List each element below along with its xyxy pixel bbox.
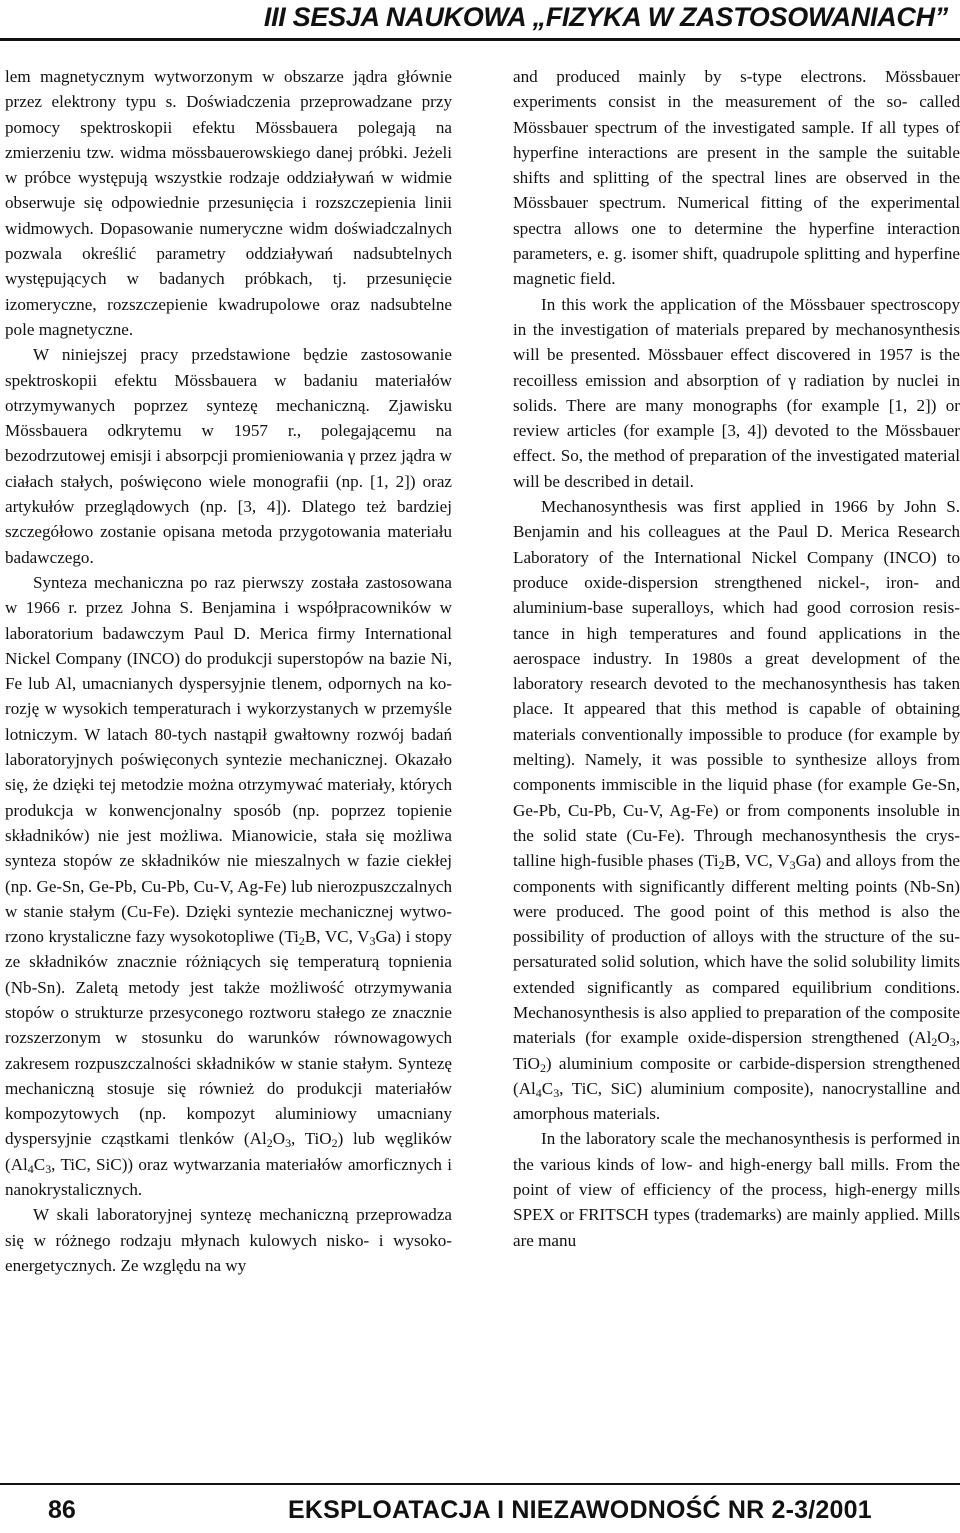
header-rule — [0, 38, 960, 41]
paragraph: Mechanosynthesis was first applied in 1966 by John S. Benjamin and his colleagues at the Paul D. Merica Research Laboratory of the International Nickel Company (INCO) to produce oxide-dispersion strengthened nickel-, iron- and aluminium-base superalloys, which had good corrosion resistance in high temperatures and found applications in the aerospace industry. In 1980s a great development of the laboratory research devoted to the mechanosynthesis has taken place. It appeared that this method is capable of obtaining materials conventionally impossible to produce (for example by melting). Namely, it was possible to synthesize alloys from components immiscible in the liquid phase (for example Ge-Sn, Ge-Pb, Cu-Pb, Cu-V, Ag-Fe) or from components insoluble in the solid state (Cu-Fe). Through mechanosynthesis the crystalline high-fusible phases ($Ti_2B$, VC, $V_3Ga$) and alloys from the components with significantly different melting points (Nb-Sn) were produced. The good point of this method is also the possibility of production of alloys with the structure of the supersaturated solid solution, which have the solid solubility limits extended significantly as compared equilibrium conditions. Mechanosynthesis is also applied to preparation of the composite materials (for example oxide-dispersion strengthened ($Al_2O_3$, TiO$_2$) aluminium composite or carbide-dispersion strengthened ($Al_4C_3$, TiC, SiC) aluminium composite), nanocrystalline and amorphous materials. — [513, 497, 960, 1124]
conference-title: III SESJA NAUKOWA „FIZYKA W ZASTOSOWANIACH” — [263, 2, 948, 32]
page-header — [0, 0, 960, 44]
paragraph: Synteza mechaniczna po raz pierwszy została zastosowana w 1966 r. przez Johna S. Benjamina i współpracowników w laboratorium badawczym Paul D. Merica firmy International Nickel Company (INCO) do produkcji superstopów na bazie Ni, Fe lub Al, umacnianych dyspersyjnie tlenem, odpornych na korozję w wysokich temperaturach i wykorzystanych w przemyśle lotniczym. W latach 80-tych nastąpił gwałtowny rozwój badań laboratoryjnych poświęconych syntezie mechanicznej. Okazało się, że dzięki tej metodzie można otrzymywać materiały, których produkcja w konwencjonalny sposób (np. poprzez topienie składników) nie jest możliwa. Mianowicie, stała się możliwa synteza stopów ze składników nie mieszalnych w fazie ciekłej (np. Ge-Sn, Ge-Pb, Cu-Pb, Cu-V, Ag-Fe) lub nierozpuszczalnych w stanie stałym (Cu-Fe). Dzięki syntezie mechanicznej wytworzono krystaliczne fazy wysokotopliwe ($Ti_2B$, VC, $V_3Ga$) i stopy ze składników znacznie różniących się temperaturą topnienia (Nb-Sn). Zaletą metody jest także możliwość otrzymywania stopów o strukturze przesyconego roztworu stałego ze znacznie rozszerzonym w stosunku do warunków równowagowych zakresem rozpuszczalności składników w stanie stałym. Syntezę mechaniczną stosuje się również do produkcji materiałów kompozytowych (np. kompozyt aluminiowy umacniany dyspersyjnie cząstkami tlenków ($Al_2O_3$, TiO$_2$) lub węglików ($Al_4C_3$, TiC, SiC)) oraz wytwarzania materiałów amorficznych i nanokrystalicznych. — [5, 572, 453, 1200]
page-footer — [0, 1488, 960, 1533]
paragraph: In the laboratory scale the mechanosynthesis is performed in the various kinds of low- and high-energy ball mills. From the point of view of efficiency of the process, high-energy mills SPEX or FRITSCH types (trademarks) are mainly applied. Mills are manu — [513, 1129, 960, 1250]
paragraph: and produced mainly by s-type electrons. Mössbauer experiments consist in the measurement of the so- called Mössbauer spectrum of the investigated sample. If all types of hyperfine interactions are present in the sample the suitable shifts and splitting of the spectral lines are observed in the Mössbauer spectrum. Numerical fitting of the experimental spectra allows one to determine the hyperfine interaction parameters, e. g. isomer shift, quadrupole splitting and hyperfine magnetic field. — [513, 67, 960, 289]
english-text-column — [513, 64, 960, 1253]
journal-title: EKSPLOATACJA I NIEZAWODNOŚĆ NR 2-3/2001 — [288, 1496, 872, 1524]
paragraph: lem magnetycznym wytworzonym w obszarze jądra głównie przez elektrony typu s. Doświadczenia przeprowadzane przy pomocy spektroskopii efektu Mössbauera polegają na zmierzeniu tzw. widma mössbauerowskiego danej próbki. Jeżeli w próbce występują wszystkie rodzaje oddziaływań w widmie obserwuje się odpowiednie przesunięcia i rozszczepienia linii widmowych. Dopasowanie numeryczne widm doświadczalnych pozwala określić parametry oddziaływań nadsubtelnych występujących w badanych próbkach, tj. przesunięcie izomeryczne, rozszczepienie kwadrupolowe oraz nadsubtelne pole magnetyczne. — [5, 67, 452, 339]
paragraph: In this work the application of the Mössbauer spectroscopy in the investigation of materials prepared by mechanosynthesis will be presented. Mössbauer effect discovered in 1957 is the recoilless emission and absorption of γ radiation by nuclei in solids. There are many monographs (for example [1, 2]) or review articles (for example [3, 4]) devoted to the Mössbauer effect. So, the method of preparation of the investigated material will be described in detail. — [513, 294, 960, 491]
page-number: 86 — [48, 1496, 76, 1524]
paragraph: W niniejszej pracy przedstawione będzie zastosowanie spektroskopii efektu Mössbauera w badaniu materiałów otrzymywanych poprzez syntezę mechaniczną. Zjawisku Mössbauera odkrytemu w 1957 r., polegającemu na bezodrzutowej emisji i absorpcji promieniowania γ przez jądra w ciałach stałych, poświęcono wiele monografii (np. [1, 2]) oraz artykułów przeglądowych (np. [3, 4]). Dlatego też bardziej szczegółowo zostanie opisana metoda przygotowania materiału badawczego. — [5, 345, 452, 567]
footer-rule — [0, 1483, 960, 1485]
polish-text-column — [5, 64, 452, 1278]
paragraph: W skali laboratoryjnej syntezę mechaniczną przeprowadza się w różnego rodzaju młynach kulowych nisko- i wysoko-energetycznych. Ze względu na wy — [5, 1205, 452, 1275]
